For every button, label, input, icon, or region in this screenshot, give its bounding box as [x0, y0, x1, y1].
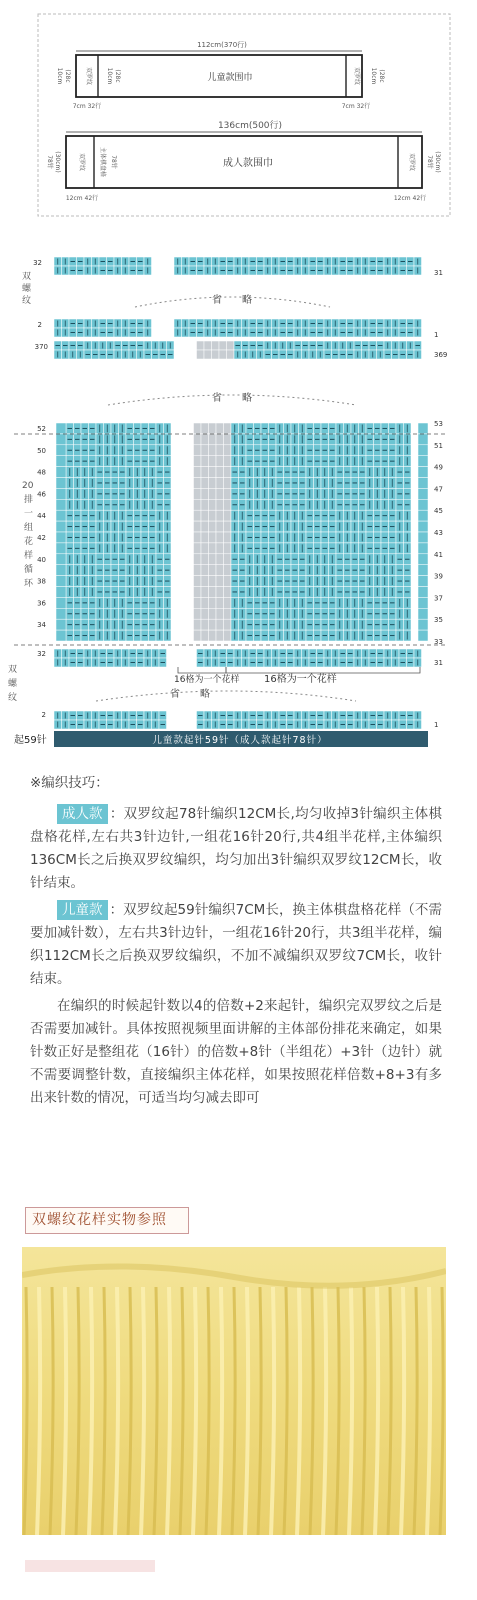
row-number-left: 42	[37, 534, 46, 542]
row-number-right: 35	[434, 616, 443, 625]
chart-cell	[216, 630, 224, 641]
row-number-right: 1	[434, 721, 439, 729]
chart-cell	[56, 478, 66, 489]
child-rib-width-left: 7cm 32行	[72, 103, 102, 110]
chart-cell	[209, 597, 217, 608]
row-number-right: 1	[434, 331, 439, 339]
chart-cell	[216, 608, 224, 619]
chart-cell	[224, 510, 232, 521]
row-number-left: 32	[33, 259, 42, 267]
chart-cell	[418, 587, 428, 598]
chart-cell	[194, 488, 202, 499]
chart-cell	[209, 467, 217, 478]
row-number-left: 46	[37, 490, 46, 499]
chart-cell	[418, 630, 428, 641]
row-number-left: 2	[41, 711, 46, 719]
adult-inner-count: 78针	[110, 155, 117, 169]
chart-cell	[216, 521, 224, 532]
row-number-left: 40	[37, 555, 46, 564]
chart-cell	[224, 434, 232, 445]
chart-cell	[194, 619, 202, 630]
chart-cell	[194, 434, 202, 445]
chart-cell	[209, 543, 217, 554]
child-inner-height: 10cm	[106, 67, 113, 85]
chart-cell	[209, 456, 217, 467]
chart-cell	[201, 478, 209, 489]
chart-cell	[56, 597, 66, 608]
row-number-left: 38	[37, 577, 46, 586]
repeat-label-char4: 组	[24, 523, 34, 533]
chart-cell	[418, 608, 428, 619]
chart-cell	[194, 608, 202, 619]
chart-cell	[56, 423, 66, 434]
adult-scarf	[46, 119, 441, 202]
chart-cell	[56, 543, 66, 554]
repeat-label-char1: 20	[22, 481, 34, 491]
row-number-left: 32	[37, 650, 46, 658]
child-right-rows: (28c	[378, 69, 385, 83]
chart-cell	[197, 350, 205, 359]
chart-cell	[209, 488, 217, 499]
cast-on-bar-label: 儿童款起针59针（成人款起针78针）	[152, 735, 328, 746]
chart-cell	[201, 423, 209, 434]
chart-cell	[224, 608, 232, 619]
chart-cell	[224, 587, 232, 598]
row-number-left: 44	[37, 512, 46, 521]
chart-cell	[194, 521, 202, 532]
chart-cell	[194, 423, 202, 434]
chart-cell	[418, 423, 428, 434]
chart-cell	[224, 576, 232, 587]
chart-cell	[194, 543, 202, 554]
chart-cell	[224, 499, 232, 510]
chart-cell	[418, 467, 428, 478]
scarf-size-diagram	[0, 0, 477, 240]
knitting-chart	[0, 245, 477, 755]
chart-cell	[201, 565, 209, 576]
row-number-right: 369	[434, 351, 448, 359]
chart-cell	[56, 445, 66, 456]
chart-cell	[224, 488, 232, 499]
row-number-left: 2	[37, 321, 42, 329]
repeat-label-char6: 样	[24, 551, 34, 561]
row-number-right: 53	[434, 420, 443, 428]
chart-cell	[209, 521, 217, 532]
child-right-height: 10cm	[370, 67, 377, 85]
chart-cell	[216, 510, 224, 521]
row-number-right: 37	[434, 594, 443, 603]
cast-on-note: 在编织的时候起针数以4的倍数+2来起针，编织完双罗纹之后是否需要加减针。具体按照视频里面讲解的主体部份排花来确定，如果针数正好是整组花（16针）的倍数+8针（半组花）+3针（边针）就不需要调整针数，直接编织主体花样，如果按照花样倍数+8+3有多出来针数的情况，可适当均匀减去即可	[30, 998, 442, 1106]
child-tag: 儿童款	[57, 900, 108, 920]
chart-cell	[418, 532, 428, 543]
chart-cell	[216, 576, 224, 587]
chart-cell	[209, 565, 217, 576]
row-number-right: 51	[434, 441, 443, 450]
repeat-label-char7: 循	[24, 565, 34, 575]
repeat-16-label-2: 16格为一个花样	[264, 674, 337, 685]
chart-cell	[216, 597, 224, 608]
chart-cell	[201, 488, 209, 499]
repeat-16-label-1: 16格为一个花样	[174, 675, 240, 685]
cast-on-left-label: 起59针	[14, 735, 47, 746]
chart-cell	[209, 630, 217, 641]
adult-tip-paragraph	[30, 803, 442, 895]
child-rib-left: 双罗纹	[85, 66, 92, 86]
adult-scarf-title: 成人款围巾	[223, 158, 273, 169]
chart-cell	[209, 499, 217, 510]
chart-cell	[194, 478, 202, 489]
chart-cell	[216, 587, 224, 598]
chart-cell	[194, 456, 202, 467]
adult-rib-right: 双罗纹	[408, 152, 415, 172]
chart-cell	[201, 576, 209, 587]
chart-cell	[56, 619, 66, 630]
adult-rib-width-left: 12cm 42行	[65, 195, 99, 202]
chart-cell	[209, 423, 217, 434]
chart-cell	[56, 499, 66, 510]
chart-cell	[209, 619, 217, 630]
row-number-left: 50	[37, 446, 46, 455]
child-length-label: 112cm(370行)	[197, 41, 247, 49]
row-number-left: 36	[37, 599, 46, 608]
chart-cell	[418, 488, 428, 499]
chart-cell	[56, 554, 66, 565]
scarf-diagram-svg	[0, 0, 477, 240]
chart-cell	[201, 434, 209, 445]
row-number-right: 41	[434, 550, 443, 559]
chart-cell	[201, 532, 209, 543]
chart-cell	[201, 608, 209, 619]
row-number-right: 49	[434, 463, 443, 472]
chart-cell	[418, 499, 428, 510]
chart-cell	[56, 467, 66, 478]
yarn-swatch-illustration	[22, 1247, 446, 1535]
chart-cell	[194, 576, 202, 587]
chart-cell	[56, 434, 66, 445]
chart-cell	[216, 434, 224, 445]
chart-cell	[201, 587, 209, 598]
chart-cell	[201, 445, 209, 456]
chart-cell	[201, 619, 209, 630]
chart-cell	[216, 488, 224, 499]
chart-cell	[209, 434, 217, 445]
chart-cell	[201, 456, 209, 467]
chart-cell	[194, 587, 202, 598]
repeat-label-char8: 环	[24, 579, 34, 589]
chart-cell	[418, 521, 428, 532]
chart-cell	[194, 467, 202, 478]
chart-cell	[197, 341, 205, 350]
chart-cell	[201, 630, 209, 641]
chart-cell	[216, 619, 224, 630]
omit-label-3: 省 略	[170, 689, 210, 700]
chart-cell	[418, 619, 428, 630]
chart-cell	[216, 543, 224, 554]
chart-cell	[418, 565, 428, 576]
chart-cell	[219, 350, 227, 359]
chart-cell	[56, 565, 66, 576]
row-number-left: 52	[37, 425, 46, 433]
chart-cell	[224, 554, 232, 565]
yarn-swatch-photo	[22, 1247, 446, 1535]
adult-rib-left: 双罗纹	[78, 152, 85, 172]
child-rib-width-right: 7cm 32行	[341, 103, 371, 110]
chart-cell	[216, 423, 224, 434]
adult-height-label: 78针	[46, 155, 53, 169]
chart-cell	[204, 350, 212, 359]
chart-cell	[224, 565, 232, 576]
chart-cell	[194, 565, 202, 576]
adult-tip-text: ：双罗纹起78针编织12CM长,均匀收掉3针编织主体棋盘格花样,左右共3针边针,一组花16针20行,共4组半花样,主体编织136CM长之后换双罗纹编织，均匀加出3针编织双罗纹12CM长，收针结束。	[30, 806, 442, 891]
chart-cell	[201, 467, 209, 478]
chart-cell	[56, 456, 66, 467]
chart-cell	[194, 630, 202, 641]
chart-cell	[56, 608, 66, 619]
chart-cell	[209, 478, 217, 489]
adult-right-rows: (30cm)	[434, 151, 441, 173]
chart-cell	[224, 456, 232, 467]
chart-cell	[227, 341, 235, 350]
chart-cell	[418, 510, 428, 521]
chart-cell	[216, 445, 224, 456]
chart-cell	[56, 630, 66, 641]
adult-inner-label: 主体棋盘格	[99, 146, 106, 178]
chart-cell	[224, 597, 232, 608]
chart-cell	[418, 554, 428, 565]
chart-cell	[194, 499, 202, 510]
chart-cell	[56, 587, 66, 598]
chart-cell	[216, 565, 224, 576]
chart-cell	[56, 576, 66, 587]
chart-cell	[224, 423, 232, 434]
omit-label-2: 省 略	[212, 393, 252, 404]
chart-cell	[56, 521, 66, 532]
row-number-right: 31	[434, 269, 443, 277]
repeat-label-char2: 排	[24, 495, 34, 505]
chart-cell	[209, 510, 217, 521]
row-number-right: 31	[434, 659, 443, 667]
chart-cell	[209, 587, 217, 598]
chart-cell	[418, 597, 428, 608]
chart-cell	[216, 532, 224, 543]
rib-label-bottom-char3: 纹	[8, 693, 18, 703]
adult-length-label: 136cm(500行)	[217, 121, 283, 131]
chart-cell	[194, 597, 202, 608]
adult-rib-width-right: 12cm 42行	[393, 195, 427, 202]
child-height-rows: (28c	[64, 69, 71, 83]
chart-cell	[224, 478, 232, 489]
knitting-tips	[30, 772, 442, 1114]
chart-cell	[194, 445, 202, 456]
chart-cell	[194, 510, 202, 521]
photo-caption: 双螺纹花样实物参照	[25, 1207, 189, 1234]
chart-cell	[194, 532, 202, 543]
chart-cell	[201, 510, 209, 521]
child-height-label: 10cm	[56, 67, 63, 85]
rib-label-top-char1: 双	[22, 272, 32, 282]
chart-cell	[216, 456, 224, 467]
chart-cell	[418, 478, 428, 489]
child-scarf	[56, 40, 385, 110]
rib-label-top-char3: 纹	[22, 296, 32, 306]
chart-cell	[209, 445, 217, 456]
chart-cell	[418, 576, 428, 587]
chart-cell	[209, 576, 217, 587]
chart-cell	[201, 521, 209, 532]
chart-cell	[219, 341, 227, 350]
row-number-right: 43	[434, 529, 443, 537]
chart-cell	[194, 554, 202, 565]
adult-right-height: 78针	[426, 155, 433, 169]
row-number-right: 45	[434, 507, 443, 516]
repeat-label-char5: 花	[24, 537, 34, 547]
row-number-right: 47	[434, 485, 443, 494]
chart-cell	[216, 554, 224, 565]
chart-cell	[216, 467, 224, 478]
chart-cell	[212, 350, 220, 359]
chart-cell	[56, 488, 66, 499]
chart-cell	[201, 499, 209, 510]
chart-cell	[216, 478, 224, 489]
chart-cell	[56, 510, 66, 521]
chart-cell	[56, 532, 66, 543]
chart-cell	[227, 350, 235, 359]
row-number-right: 33	[434, 638, 443, 646]
row-number-right: 39	[434, 572, 443, 581]
chart-cell	[224, 532, 232, 543]
chart-cell	[209, 608, 217, 619]
bottom-decoration	[25, 1560, 155, 1572]
chart-cell	[418, 445, 428, 456]
chart-cell	[209, 532, 217, 543]
chart-cell	[418, 456, 428, 467]
chart-cell	[224, 543, 232, 554]
chart-cell	[204, 341, 212, 350]
row-number-left: 370	[34, 343, 48, 351]
chart-cell	[201, 597, 209, 608]
chart-cell	[201, 543, 209, 554]
adult-height-rows: (30cm)	[54, 151, 61, 173]
chart-cell	[201, 554, 209, 565]
row-number-left: 48	[37, 468, 46, 477]
tips-heading: ※编织技巧：	[30, 775, 109, 791]
omit-label-1: 省 略	[212, 295, 252, 306]
chart-cell	[224, 445, 232, 456]
chart-cell	[224, 467, 232, 478]
rib-label-top-char2: 螺	[22, 284, 32, 294]
knitting-chart-svg	[0, 245, 477, 755]
chart-cell	[224, 619, 232, 630]
chart-cell	[224, 630, 232, 641]
chart-cell	[209, 554, 217, 565]
child-scarf-title: 儿童款围巾	[207, 73, 253, 83]
chart-cell	[418, 543, 428, 554]
row-number-left: 34	[37, 621, 46, 630]
child-tip-paragraph	[30, 899, 442, 991]
adult-tag: 成人款	[57, 804, 108, 824]
chart-cell	[212, 341, 220, 350]
rib-label-bottom-char2: 螺	[8, 679, 18, 689]
chart-cell	[216, 499, 224, 510]
rib-label-bottom-char1: 双	[8, 665, 18, 675]
child-rib-right: 双罗纹	[353, 66, 360, 86]
chart-cell	[224, 521, 232, 532]
repeat-label-char3: 一	[24, 509, 34, 519]
chart-cell	[418, 434, 428, 445]
child-inner-rows: (28c	[114, 69, 121, 83]
child-tip-text: ：双罗纹起59针编织7CM长，换主体棋盘格花样（不需要加减针数），左右共3针边针，一组花16针20行，共3组半花样，编织112CM长之后换双罗纹编织，不加不减编织双罗纹7CM长，收针结束。	[30, 902, 442, 987]
